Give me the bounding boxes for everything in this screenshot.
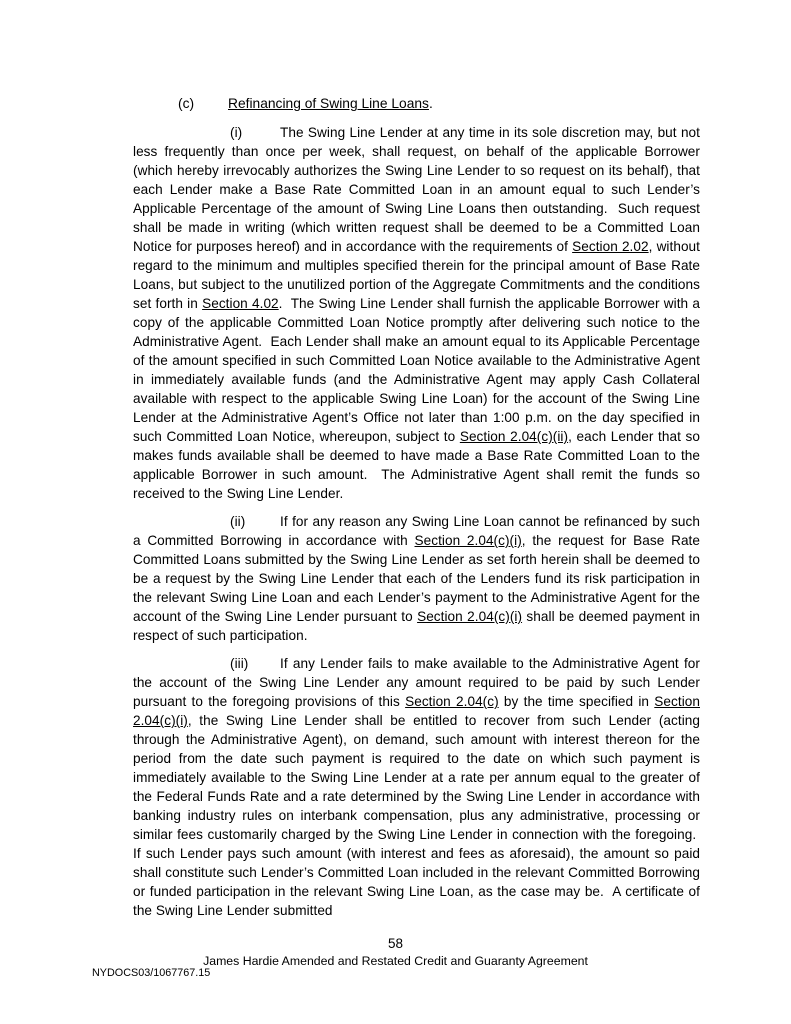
paragraph-ii-marker: (ii) [230, 514, 246, 529]
section-heading-suffix: . [428, 96, 433, 111]
paragraph-iii-marker: (iii) [230, 656, 249, 671]
paragraph-i [133, 123, 700, 503]
paragraph-ii [133, 512, 700, 645]
footer-document-id: NYDOCS03/1067767.15 [92, 967, 211, 979]
footer-document-title: James Hardie Amended and Restated Credit and Guaranty Agreement [203, 954, 588, 968]
paragraph-iii-text: If any Lender fails to make available to the Administrative Agent for the account of the Swing Line Lender any amount required to be paid by such Lender pursuant to the foregoing provisions of this Section 2.04(c) by the time specified in Section 2.04(c)(i), the Swing Line Lender shall be entitled to recover from such Lender (acting through the Administrative Agent), on demand, such amount with interest thereon for the period from the date such payment is required to the date on which such payment is immediately available to the Swing Line Lender at a rate per annum equal to the greater of the Federal Funds Rate and a rate determined by the Swing Line Lender in accordance with banking industry rules on interbank compensation, plus any administrative, processing or similar fees customarily charged by the Swing Line Lender in connection with the foregoing. If such Lender pays such amount (with interest and fees as aforesaid), the amount so paid shall constitute such Lender’s Committed Loan included in the relevant Committed Borrowing or funded participation in the relevant Swing Line Loan, as the case may be. A certificate of the Swing Line Lender submitted [133, 656, 700, 918]
paragraph-iii [133, 654, 700, 920]
paragraph-i-text: The Swing Line Lender at any time in its sole discretion may, but not less frequently than once per week, shall request, on behalf of the applicable Borrower (which hereby irrevocably authorizes the Swing Line Lender to so request on its behalf), that each Lender make a Base Rate Committed Loan in an amount equal to such Lender’s Applicable Percentage of the amount of Swing Line Loans then outstanding. Such request shall be made in writing (which written request shall be deemed to be a Committed Loan Notice for purposes hereof) and in accordance with the requirements of Section 2.02, without regard to the minimum and multiples specified therein for the principal amount of Base Rate Loans, but subject to the unutilized portion of the Aggregate Commitments and the conditions set forth in Section 4.02. The Swing Line Lender shall furnish the applicable Borrower with a copy of the applicable Committed Loan Notice promptly after delivering such notice to the Administrative Agent. Each Lender shall make an amount equal to its Applicable Percentage of the amount specified in such Committed Loan Notice available to the Administrative Agent in immediately available funds (and the Administrative Agent may apply Cash Collateral available with respect to the applicable Swing Line Loan) for the account of the Swing Line Lender at the Administrative Agent’s Office not later than 1:00 p.m. on the day specified in such Committed Loan Notice, whereupon, subject to Section 2.04(c)(ii), each Lender that so makes funds available shall be deemed to have made a Base Rate Committed Loan to the applicable Borrower in such amount. The Administrative Agent shall remit the funds so received to the Swing Line Lender. [133, 125, 700, 501]
paragraph-ii-text: If for any reason any Swing Line Loan cannot be refinanced by such a Committed Borrowing in accordance with Section 2.04(c)(i), the request for Base Rate Committed Loans submitted by the Swing Line Lender as set forth herein shall be deemed to be a request by the Swing Line Lender that each of the Lenders fund its risk participation in the relevant Swing Line Loan and each Lender’s payment to the Administrative Agent for the account of the Swing Line Lender pursuant to Section 2.04(c)(i) shall be deemed payment in respect of such participation. [133, 514, 700, 643]
document-body [133, 95, 700, 929]
section-heading-marker: (c) [178, 96, 195, 111]
paragraph-i-marker: (i) [230, 125, 243, 140]
section-heading-title: Refinancing of Swing Line Loans [228, 96, 429, 111]
footer-page-number: 58 [387, 936, 404, 951]
section-heading [133, 95, 700, 112]
